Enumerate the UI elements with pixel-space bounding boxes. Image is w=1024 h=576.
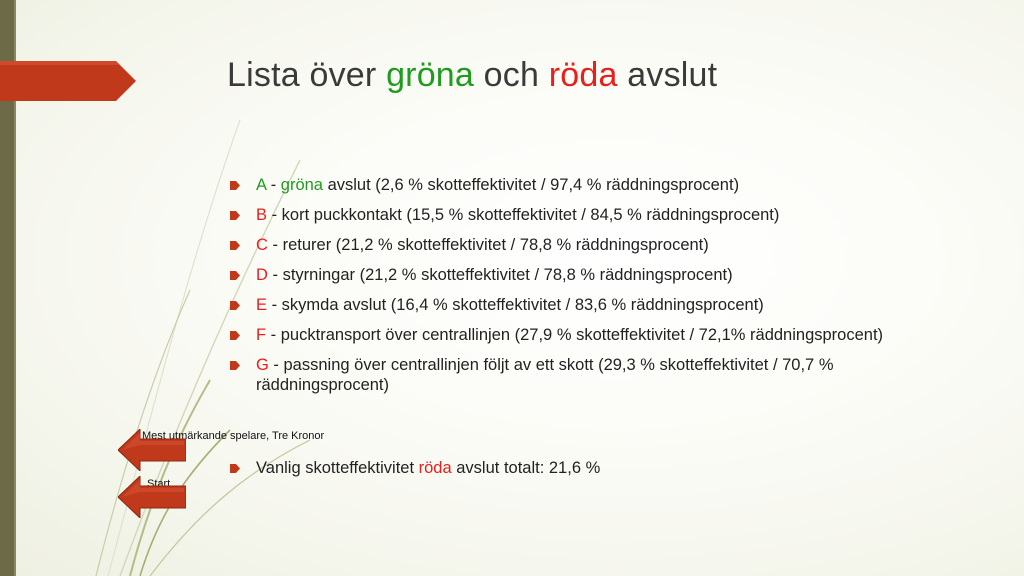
list-item bbox=[230, 295, 970, 315]
right-arrow-bullet-icon bbox=[230, 301, 240, 310]
right-arrow-bullet-icon bbox=[230, 211, 240, 220]
list-item bbox=[230, 355, 970, 395]
list-item-text: - returer (21,2 % skotteffektivitet / 78,8 % räddningsprocent) bbox=[267, 236, 709, 254]
right-arrow-bullet-icon bbox=[230, 181, 240, 190]
list-item-text: avslut (2,6 % skotteffektivitet / 97,4 % räddningsprocent) bbox=[322, 176, 740, 194]
list-item-text: - skymda avslut (16,4 % skotteffektivitet / 83,6 % räddningsprocent) bbox=[267, 296, 764, 314]
list-item-text: - styrningar (21,2 % skotteffektivitet / 78,8 % räddningsprocent) bbox=[267, 266, 733, 284]
list-item-letter: C bbox=[256, 236, 268, 254]
right-arrow-bullet-icon bbox=[230, 464, 240, 473]
list-item-letter: G bbox=[256, 356, 269, 374]
shot-type-list bbox=[230, 175, 970, 405]
list-item bbox=[230, 265, 970, 285]
title-text-1: Lista över bbox=[227, 56, 387, 94]
summary-red-word: röda bbox=[418, 459, 452, 477]
back-button-label[interactable]: Mest utmärkande spelare, Tre Kronor bbox=[142, 430, 325, 442]
back-button[interactable] bbox=[118, 429, 186, 471]
summary-list bbox=[230, 458, 970, 478]
list-item-letter: D bbox=[256, 266, 268, 284]
page-title bbox=[227, 56, 717, 95]
right-arrow-bullet-icon bbox=[230, 361, 240, 370]
list-item-letter: F bbox=[256, 326, 267, 344]
list-item-letter: B bbox=[256, 206, 268, 224]
title-text-3: avslut bbox=[617, 56, 718, 94]
list-item bbox=[230, 325, 970, 345]
summary-text-1: Vanlig skotteffektivitet bbox=[256, 459, 419, 477]
list-item-text: - pucktransport över centrallinjen (27,9 % skotteffektivitet / 72,1% räddningsprocent) bbox=[266, 326, 884, 344]
start-button-label[interactable]: Start bbox=[147, 478, 171, 490]
summary-item bbox=[230, 458, 970, 478]
list-item-letter: E bbox=[256, 296, 268, 314]
title-text-2: och bbox=[474, 56, 549, 94]
list-item-letter: A bbox=[256, 176, 267, 194]
start-button[interactable] bbox=[118, 476, 186, 518]
summary-text-2: avslut totalt: 21,6 % bbox=[451, 459, 601, 477]
title-green-word: gröna bbox=[386, 56, 475, 94]
list-item-text: - kort puckkontakt (15,5 % skotteffektivitet / 84,5 % räddningsprocent) bbox=[267, 206, 780, 224]
list-item-separator: - bbox=[266, 176, 281, 194]
title-flag-arrow bbox=[0, 61, 136, 101]
list-item bbox=[230, 205, 970, 225]
right-arrow-bullet-icon bbox=[230, 331, 240, 340]
list-item-text: - passning över centrallinjen följt av ett skott (29,3 % skotteffektivitet / 70,7 % räddningsprocent) bbox=[256, 356, 834, 394]
list-item bbox=[230, 235, 970, 255]
list-item-highlight: gröna bbox=[280, 176, 323, 194]
list-item bbox=[230, 175, 970, 195]
title-red-word: röda bbox=[548, 56, 618, 94]
right-arrow-bullet-icon bbox=[230, 241, 240, 250]
right-arrow-bullet-icon bbox=[230, 271, 240, 280]
